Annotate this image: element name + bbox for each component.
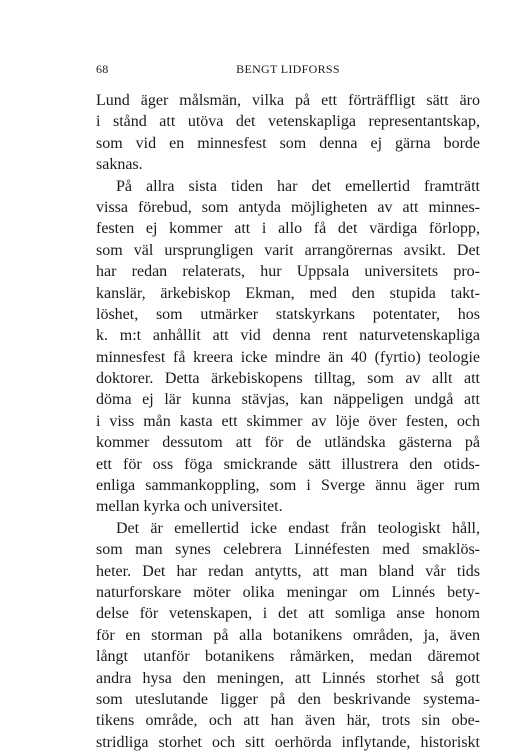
text-line: enliga sammankoppling, som i Sverge ännu äger rum xyxy=(96,477,480,495)
text-line: k. m:t anhållit att vid denna rent naturvetenskapliga xyxy=(96,327,480,345)
body-text xyxy=(96,90,480,753)
text-line: som uteslutande ligger på den beskrivande systema- xyxy=(96,690,480,708)
page-number: 68 xyxy=(96,62,109,76)
text-line: för en storman på alla botanikens områden, ja, även xyxy=(96,626,480,644)
text-line: döma ej lär kunna stävjas, kan näppeligen undgå att xyxy=(96,391,480,409)
text-line: heter. Det har redan antytts, att man bland vår tids xyxy=(96,562,480,580)
paragraph-start-line: Det är emellertid icke endast från teologiskt håll, xyxy=(116,519,480,537)
text-line: som väl ursprungligen varit arrangörernas avsikt. Det xyxy=(96,241,480,259)
text-line: mellan kyrka och universitet. xyxy=(96,498,283,516)
text-line: tikens område, och att han även här, trots sin obe- xyxy=(96,712,480,730)
page-header xyxy=(96,62,480,78)
text-line: har redan relaterats, hur Uppsala universitets pro- xyxy=(96,263,480,281)
text-line: andra hysa den meningen, att Linnés storhet så gott xyxy=(96,669,480,687)
text-line: långt utanför botanikens råmärken, medan däremot xyxy=(96,648,480,666)
text-line: festen ej kommer att i allo få det värdiga förlopp, xyxy=(96,220,480,238)
running-head: BENGT LIDFORSS xyxy=(236,62,340,76)
text-line: kommer dessutom att för de utländska gästerna på xyxy=(96,434,480,452)
paragraph-start-line: På allra sista tiden har det emellertid framträtt xyxy=(116,177,480,195)
text-line: ett för oss föga smickrande sätt illustrera den otids- xyxy=(96,455,480,473)
text-line: i viss mån kasta ett skimmer av löje över festen, och xyxy=(96,412,480,430)
text-line: minnesfest få kreera icke mindre än 40 (fyrtio) teologie xyxy=(96,348,480,366)
text-line: saknas. xyxy=(96,156,143,174)
text-line: naturforskare möter olika meningar om Linnés bety- xyxy=(96,583,480,601)
text-line: vissa förebud, som antyda möjligheten av att minnes- xyxy=(96,198,480,216)
text-line: som man synes celebrera Linnéfesten med smaklös- xyxy=(96,541,480,559)
text-line: som vid en minnesfest som denna ej gärna borde xyxy=(96,134,480,152)
text-line: doktorer. Detta ärkebiskopens tilltag, som av allt att xyxy=(96,370,480,388)
text-line: stridliga storhet och sitt oerhörda inflytande, historiskt xyxy=(96,733,480,751)
text-line: i stånd att utöva det vetenskapliga representantskap, xyxy=(96,113,480,131)
text-line: Lund äger målsmän, vilka på ett förträffligt sätt äro xyxy=(96,92,480,109)
text-line: löshet, som utmärker statskyrkans potentater, hos xyxy=(96,305,480,323)
text-line: delse för vetenskapen, i det att somliga anse honom xyxy=(96,605,480,623)
text-line: kanslär, ärkebiskop Ekman, med den stupida takt- xyxy=(96,284,480,302)
